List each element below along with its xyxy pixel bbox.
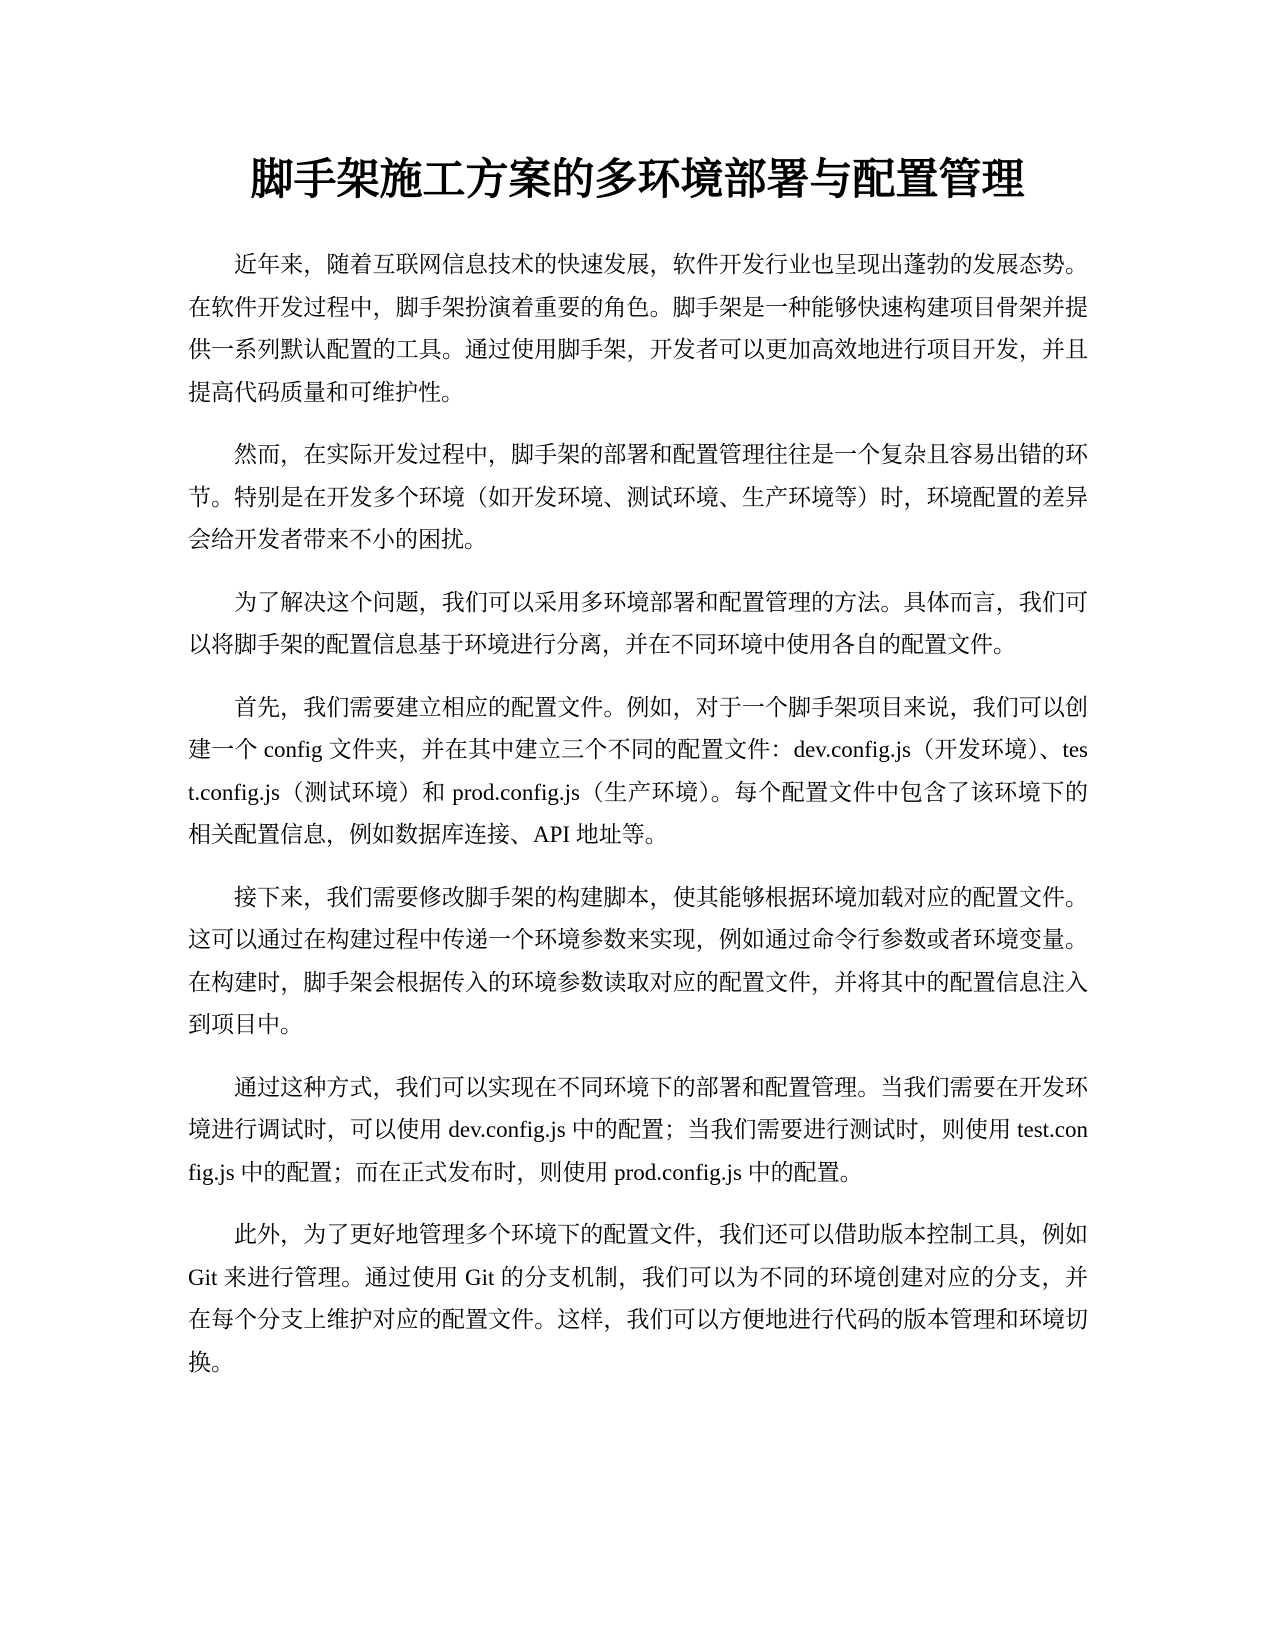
paragraph-7: 此外，为了更好地管理多个环境下的配置文件，我们还可以借助版本控制工具，例如 Git 来进行管理。通过使用 Git 的分支机制，我们可以为不同的环境创建对应的分支，并在每个分支上维护对应的配置文件。这样，我们可以方便地进行代码的版本管理和环境切换。 xyxy=(188,1222,1088,1375)
paragraph-6: 通过这种方式，我们可以实现在不同环境下的部署和配置管理。当我们需要在开发环境进行调试时，可以使用 dev.config.js 中的配置；当我们需要进行测试时，则使用 test.config.js 中的配置；而在正式发布时，则使用 prod.config.js 中的配置。 xyxy=(188,1074,1088,1185)
paragraph-5: 接下来，我们需要修改脚手架的构建脚本，使其能够根据环境加载对应的配置文件。这可以通过在构建过程中传递一个环境参数来实现，例如通过命令行参数或者环境变量。在构建时，脚手架会根据传入的环境参数读取对应的配置文件，并将其中的配置信息注入到项目中。 xyxy=(188,884,1088,1037)
document-title: 脚手架施工方案的多环境部署与配置管理 xyxy=(250,155,1025,205)
paragraph-3: 为了解决这个问题，我们可以采用多环境部署和配置管理的方法。具体而言，我们可以将脚手架的配置信息基于环境进行分离，并在不同环境中使用各自的配置文件。 xyxy=(188,589,1088,657)
paragraph-1: 近年来，随着互联网信息技术的快速发展，软件开发行业也呈现出蓬勃的发展态势。在软件开发过程中，脚手架扮演着重要的角色。脚手架是一种能够快速构建项目骨架并提供一系列默认配置的工具。通过使用脚手架，开发者可以更加高效地进行项目开发，并且提高代码质量和可维护性。 xyxy=(188,252,1088,405)
document-body xyxy=(188,244,1088,1404)
paragraph-2: 然而，在实际开发过程中，脚手架的部署和配置管理往往是一个复杂且容易出错的环节。特别是在开发多个环境（如开发环境、测试环境、生产环境等）时，环境配置的差异会给开发者带来不小的困扰。 xyxy=(188,442,1088,552)
paragraph-4: 首先，我们需要建立相应的配置文件。例如，对于一个脚手架项目来说，我们可以创建一个 config 文件夹，并在其中建立三个不同的配置文件：dev.config.js（开发环境）、test.config.js（测试环境）和 prod.config.js（生产环境）。每个配置文件中包含了该环境下的相关配置信息，例如数据库连接、API 地址等。 xyxy=(188,694,1088,847)
